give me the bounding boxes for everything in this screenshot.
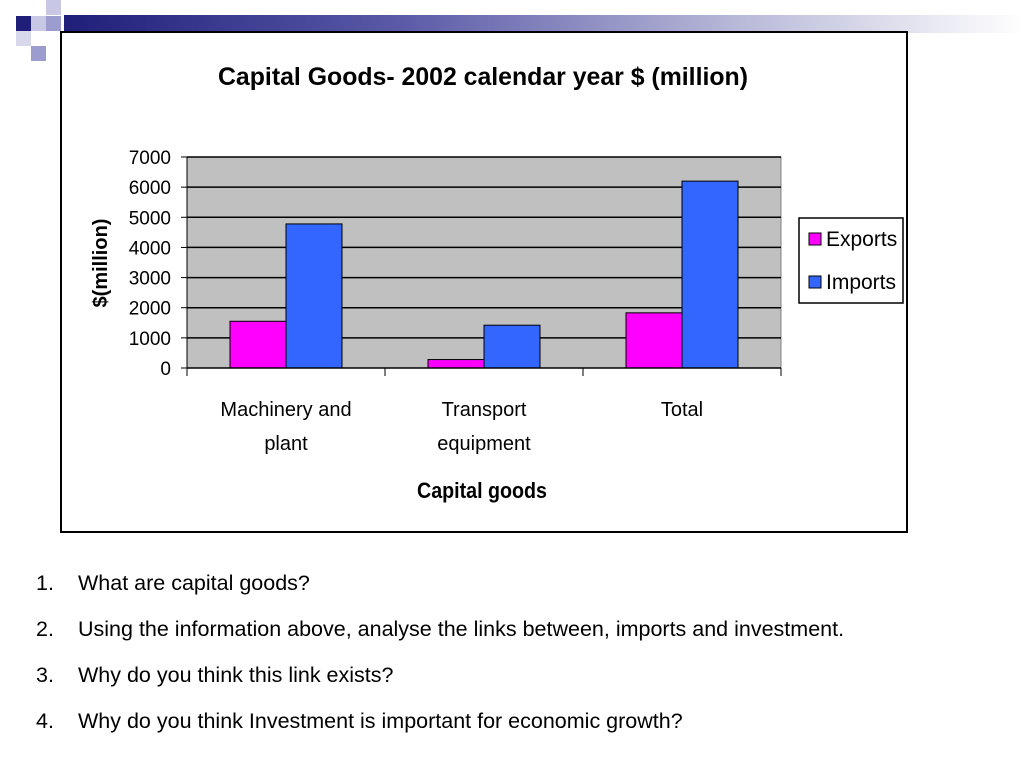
header-square-pale <box>16 31 31 46</box>
question-number: 2. <box>36 617 54 641</box>
chart-title: Capital Goods- 2002 calendar year $ (million) <box>218 63 748 91</box>
question-text: Why do you think Investment is important for economic growth? <box>78 709 683 733</box>
legend <box>799 218 903 303</box>
question-number: 4. <box>36 709 54 733</box>
x-tick-label: Total <box>660 399 704 421</box>
bar-chart <box>62 33 908 533</box>
y-tick-label: 7000 <box>128 148 171 169</box>
question-item <box>36 706 896 736</box>
question-item <box>36 660 896 690</box>
x-axis-label: Capital goods <box>417 478 547 503</box>
header-square-mid-2 <box>31 46 46 61</box>
legend-label-imports: Imports <box>826 271 897 294</box>
bar-imports-total <box>682 181 738 368</box>
question-text: Why do you think this link exists? <box>78 663 394 687</box>
question-text: Using the information above, analyse the links between, imports and investment. <box>78 617 845 641</box>
x-tick-label: Machinery and <box>220 399 352 421</box>
question-list <box>36 568 896 752</box>
chart-container <box>60 31 908 533</box>
legend-swatch-exports <box>809 233 821 245</box>
question-number: 1. <box>36 571 54 595</box>
bar-imports-transport-equipment <box>484 325 540 368</box>
bar-exports-machinery-and-plant <box>230 321 286 368</box>
header-square-light-2 <box>46 0 61 15</box>
y-tick-label: 0 <box>160 359 171 380</box>
x-tick-label: Transport <box>441 399 527 421</box>
y-tick-label: 5000 <box>128 208 171 230</box>
y-tick-label: 2000 <box>128 298 171 320</box>
question-item <box>36 568 896 598</box>
y-tick-label: 1000 <box>128 328 171 350</box>
y-tick-label: 3000 <box>128 268 171 290</box>
legend-label-exports: Exports <box>826 228 898 251</box>
header-square-mid <box>46 16 61 31</box>
legend-swatch-imports <box>809 276 821 288</box>
bar-exports-transport-equipment <box>428 360 484 368</box>
header-square-light <box>31 16 46 31</box>
y-axis-label: $(million) <box>90 218 112 308</box>
bar-exports-total <box>626 313 682 368</box>
x-tick-label: equipment <box>437 433 531 455</box>
y-tick-label: 6000 <box>128 178 171 200</box>
x-tick-label: plant <box>264 433 308 455</box>
header-square-dark <box>16 16 31 31</box>
bar-imports-machinery-and-plant <box>286 224 342 368</box>
question-item <box>36 614 896 644</box>
y-tick-label: 4000 <box>128 238 171 260</box>
question-number: 3. <box>36 663 54 687</box>
question-text: What are capital goods? <box>78 571 310 595</box>
